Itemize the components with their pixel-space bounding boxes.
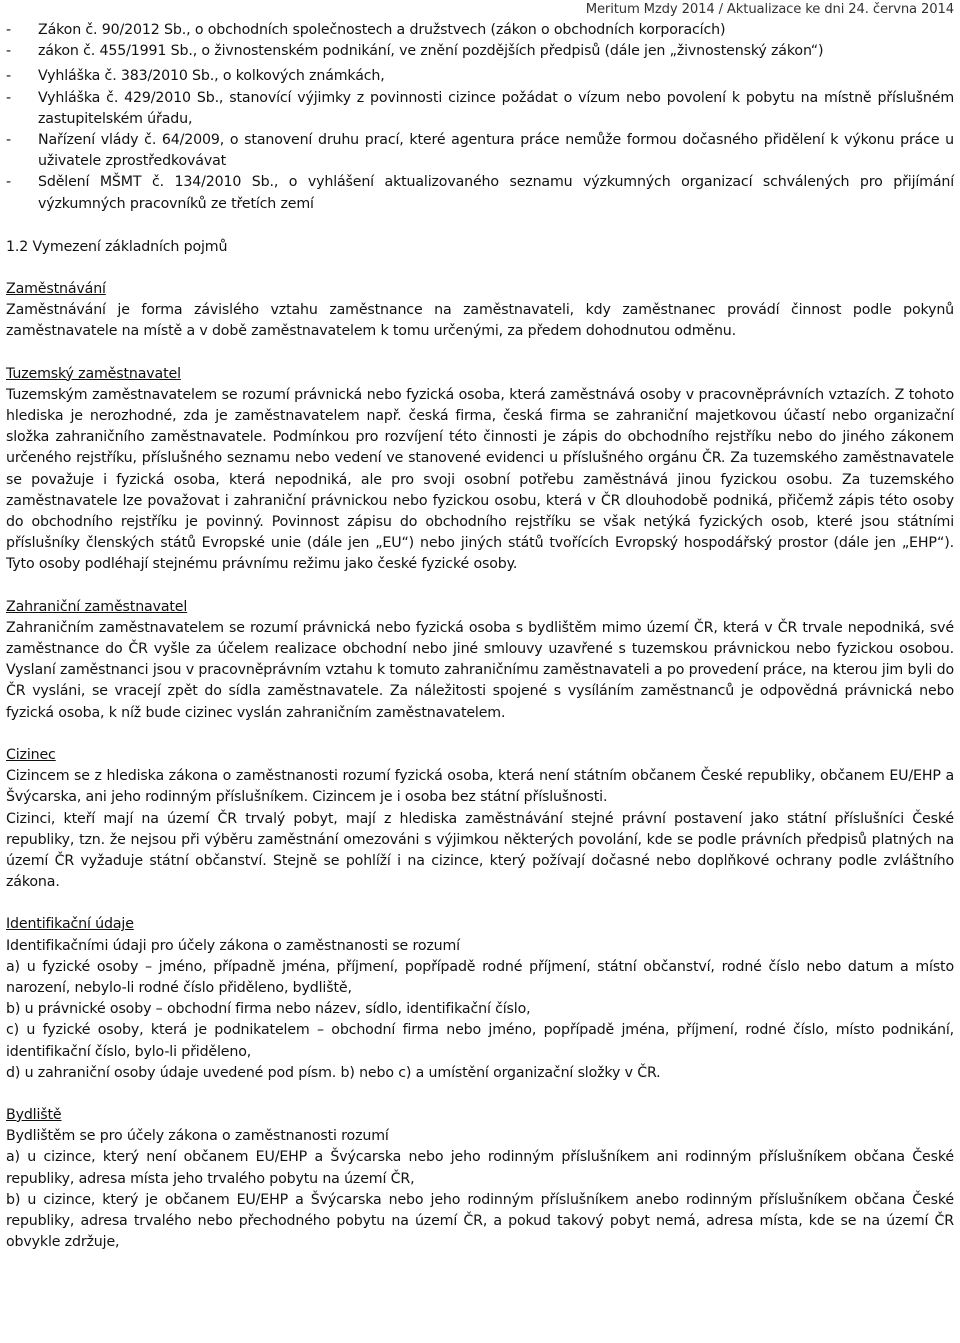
section-title: 1.2 Vymezení základních pojmů	[6, 238, 228, 255]
list-dash: -	[6, 132, 11, 149]
paragraph-identifikacni-intro: Identifikačními údaji pro účely zákona o zaměstnanosti se rozumí	[6, 937, 460, 954]
document-content	[6, 20, 954, 1253]
heading-tuzemsky-zamestnavatel: Tuzemský zaměstnavatel	[6, 365, 181, 382]
list-item-identifikacni: b) u právnické osoby – obchodní firma nebo název, sídlo, identifikační číslo,	[6, 1001, 531, 1018]
law-list-item: - Zákon č. 90/2012 Sb., o obchodních společnostech a družstvech (zákon o obchodních korporacích)	[6, 20, 954, 41]
list-item-identifikacni: d) u zahraniční osoby údaje uvedené pod písm. b) nebo c) a umístění organizační složky v ČR.	[6, 1064, 661, 1081]
paragraph-zahranicni-zamestnavatel: Zahraničním zaměstnavatelem se rozumí právnická nebo fyzická osoba s bydlištěm mimo území ČR, která v ČR trvale nepodniká, své zaměstnance do ČR vyšle za účelem realizace obchodní nebo jiné smlouvy uzavřené s tuzemskou právnickou nebo fyzickou osobou. Vyslaní zaměstnanci jsou v pracovněprávním vztahu k tomuto zahraničnímu zaměstnavateli a po provedení práce, na kterou jim byli do ČR vysláni, se vracejí zpět do sídla zaměstnavatele. Za náležitosti spojené s vysíláním zaměstnanců je odpovědná právnická nebo fyzická osoba, k níž bude cizinec vyslán zahraničním zaměstnavatelem.	[6, 619, 954, 721]
list-dash: -	[6, 89, 11, 106]
heading-zahranicni-zamestnavatel: Zahraniční zaměstnavatel	[6, 598, 188, 615]
list-dash: -	[6, 43, 11, 60]
paragraph-bydliste-intro: Bydlištěm se pro účely zákona o zaměstnanosti rozumí	[6, 1128, 389, 1145]
list-item-bydliste: a) u cizince, který není občanem EU/EHP a Švýcarska nebo jeho rodinným příslušníkem ani rodinným příslušníkem občana České republiky, adresa místa jeho trvalého pobytu na území ČR,	[6, 1149, 954, 1187]
list-dash: -	[6, 22, 11, 38]
running-header: Meritum Mzdy 2014 / Aktualizace ke dni 24. června 2014	[585, 2, 954, 17]
list-item-identifikacni: c) u fyzické osoby, která je podnikatelem – obchodní firma nebo jméno, popřípadě jména, příjmení, rodné číslo, místo podnikání, identifikační číslo, bylo-li přiděleno,	[6, 1022, 954, 1060]
law-list-item: - zákon č. 455/1991 Sb., o živnostenském podnikání, ve znění pozdějších předpisů (dále jen „živnostenský zákon“)	[6, 41, 954, 62]
list-dash: -	[6, 174, 11, 191]
paragraph-tuzemsky-zamestnavatel: Tuzemským zaměstnavatelem se rozumí právnická nebo fyzická osoba, která zaměstnává osoby v pracovněprávních vztazích. Z tohoto hlediska je nerozhodné, zda je zaměstnavatelem např. česká firma, česká firma se zahraniční majetkovou účastí nebo organizační složka zahraničního zaměstnavatele. Podmínkou pro rozvíjení této činnosti je zápis do obchodního rejstříku nebo do jiného zákonem určeného rejstříku, příslušného seznamu nebo vedení ve stanovené evidenci u příslušného orgánu ČR. Za tuzemského zaměstnavatele se považuje i fyzická osoba, která nepodniká, ale pro svoji osobní potřebu zaměstnává jinou fyzickou osobu. Za tuzemského zaměstnavatele lze považovat i zahraniční právnickou nebo fyzickou osobu, která v ČR dlouhodobě podniká, přičemž zápis této osoby do obchodního rejstříku je povinný. Povinnost zápisu do obchodního rejstříku se však netýká fyzických osob, které jsou státními příslušníky členských států Evropské unie (dále jen „EU“) nebo jiných států tvořících Evropský hospodářský prostor (dále jen „EHP“). Tyto osoby podléhají stejnému právnímu režimu jako české fyzické osoby.	[6, 386, 954, 573]
regulation-list-item: - Nařízení vlády č. 64/2009, o stanovení druhu prací, které agentura práce nemůže formou dočasného přidělení k výkonu práce u uživatele zprostředkovávat	[6, 132, 954, 170]
list-item-bydliste: b) u cizince, který je občanem EU/EHP a Švýcarska nebo jeho rodinným příslušníkem anebo rodinným příslušníkem občana České republiky, adresa trvalého nebo přechodného pobytu na území ČR, a pokud takový pobyt nemá, adresa místa, kde se na území ČR obvykle zdržuje,	[6, 1191, 954, 1251]
heading-bydliste: Bydliště	[6, 1106, 62, 1123]
heading-identifikacni-udaje: Identifikační údaje	[6, 916, 134, 933]
paragraph-cizinec-1: Cizincem se z hlediska zákona o zaměstnanosti rozumí fyzická osoba, která není státním občanem České republiky, občanem EU/EHP a Švýcarska, ani jeho rodinným příslušníkem. Cizincem je i osoba bez státní příslušnosti.	[6, 768, 954, 806]
regulation-list-item: - Sdělení MŠMT č. 134/2010 Sb., o vyhlášení aktualizovaného seznamu výzkumných organizací schválených pro přijímání výzkumných pracovníků ze třetích zemí	[6, 174, 954, 212]
list-dash: -	[6, 68, 11, 85]
list-item-identifikacni: a) u fyzické osoby – jméno, případně jména, příjmení, popřípadě rodné příjmení, státní občanství, rodné číslo nebo datum a místo narození, nebylo-li rodné číslo přiděleno, bydliště,	[6, 958, 954, 996]
regulation-list-item: - Vyhláška č. 383/2010 Sb., o kolkových známkách,	[6, 66, 954, 87]
paragraph-zamestnavani: Zaměstnávání je forma závislého vztahu zaměstnance na zaměstnavateli, kdy zaměstnanec provádí činnost podle pokynů zaměstnavatele na místě a v době zaměstnavatelem k tomu určenými, za předem dohodnutou odměnu.	[6, 302, 954, 340]
paragraph-cizinec-2: Cizinci, kteří mají na území ČR trvalý pobyt, mají z hlediska zaměstnávání stejné právní postavení jako státní příslušníci České republiky, tzn. že nejsou při výběru zaměstnání omezováni s výjimkou některých povolání, kde se podle právních předpisů platných na území ČR vyžaduje státní občanství. Stejně se pohlíží i na cizince, který požívají dočasné nebo doplňkové ochrany podle zvláštního zákona.	[6, 810, 954, 891]
heading-zamestnavani: Zaměstnávání	[6, 281, 106, 298]
heading-cizinec: Cizinec	[6, 746, 56, 763]
regulation-list-item: - Vyhláška č. 429/2010 Sb., stanovící výjimky z povinnosti cizince požádat o vízum nebo povolení k pobytu na místně příslušném zastupitelském úřadu,	[6, 89, 954, 127]
